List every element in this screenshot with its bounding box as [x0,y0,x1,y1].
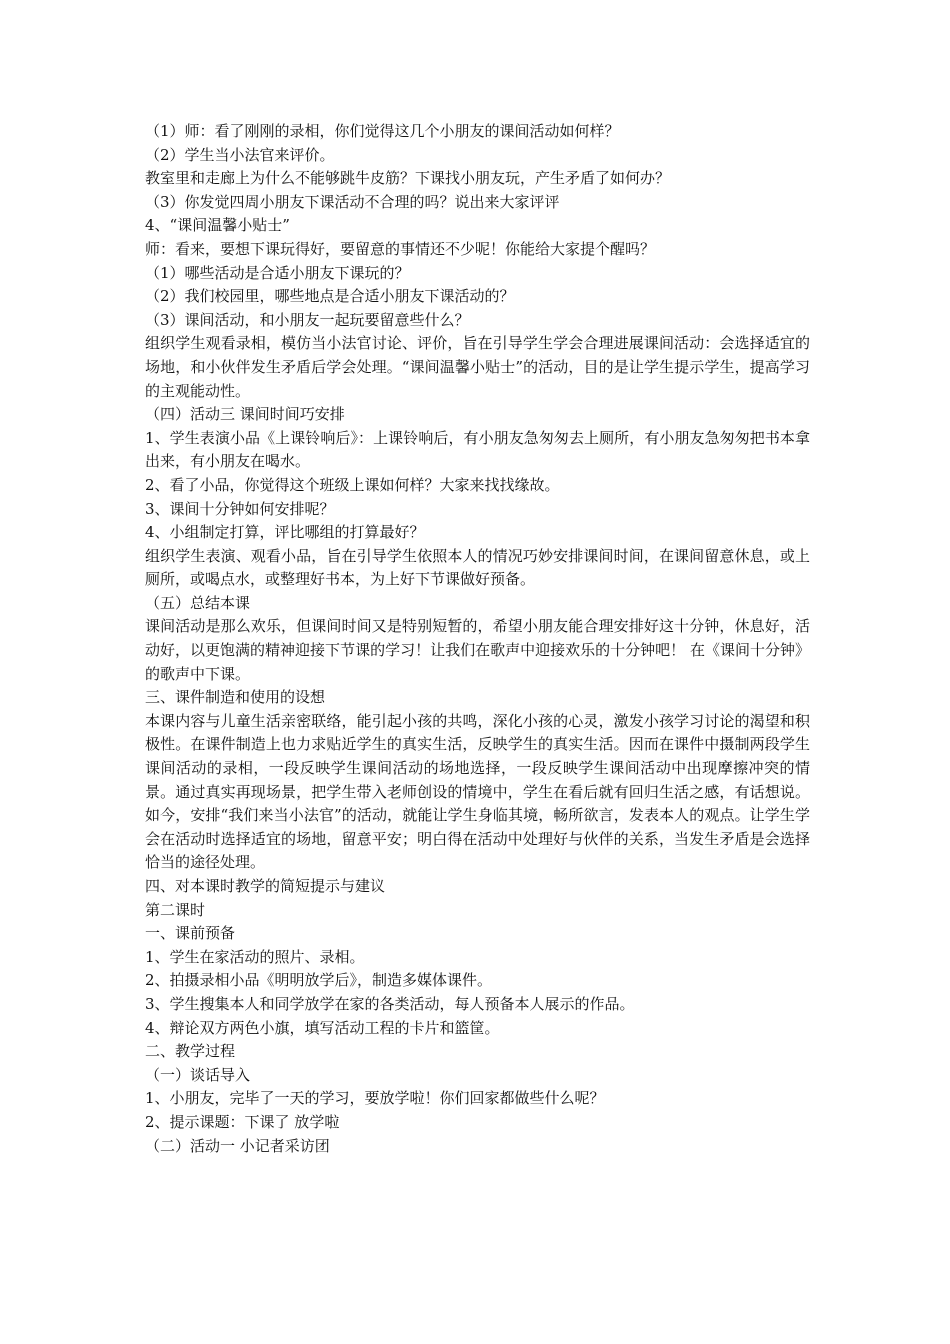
section-heading: 二、教学过程 [145,1042,236,1061]
paragraph: 组织学生表演、观看小品，旨在引导学生依照本人的情况巧妙安排课间时间，在课间留意休息，或上厕所，或喝点水，或整理好书本，为上好下节课做好预备。 [145,546,810,589]
section-heading: 三、课件制造和使用的设想 [145,688,326,707]
section-heading: 第二课时 [145,900,206,919]
section-heading: （一）谈话导入 [145,1065,251,1084]
paragraph: （3）你发觉四周小朋友下课活动不合理的吗？说出来大家评评 [145,192,560,211]
paragraph: 2、看了小品，你觉得这个班级上课如何样？大家来找找缘故。 [145,475,560,494]
paragraph: 1、学生表演小品《上课铃响后》：上课铃响后，有小朋友急匆匆去上厕所，有小朋友急匆匆把书本拿出来，有小朋友在喝水。 [145,428,810,471]
section-heading: 四、对本课时教学的简短提示与建议 [145,877,386,895]
paragraph: 3、课间十分钟如何安排呢？ [145,499,335,518]
paragraph: 课间活动是那么欢乐，但课间时间又是特别短暂的，希望小朋友能合理安排好这十分钟，休息好，活动好，以更饱满的精神迎接下节课的学习！让我们在歌声中迎接欢乐的十分钟吧！ 在《课间十分钟》的歌声中下课。 [145,617,810,683]
paragraph: 3、学生搜集本人和同学放学在家的各类活动，每人预备本人展示的作品。 [145,994,635,1013]
paragraph: 2、提示课题：下课了 放学啦 [145,1112,340,1131]
paragraph: 4、“课间温馨小贴士” [145,216,290,235]
paragraph: 4、小组制定打算，评比哪组的打算最好？ [145,523,425,542]
document-page [145,120,810,1158]
section-heading: 一、课前预备 [145,924,236,943]
section-heading: （四）活动三 课间时间巧安排 [145,405,345,424]
paragraph: 1、小朋友，完毕了一天的学习，要放学啦！你们回家都做些什么呢？ [145,1089,605,1108]
paragraph: 本课内容与儿童生活亲密联络，能引起小孩的共鸣，深化小孩的心灵，激发小孩学习讨论的渴望和积极性。在课件制造上也力求贴近学生的真实生活，反映学生的真实生活。因而在课件中摄制两段学生课间活动的录相，一段反映学生课间活动的场地选择，一段反映学生课间活动中出现摩擦冲突的情景。通过真实再现场景，把学生带入老师创设的情境中，学生在看后就有回归生活之感，有话想说。如今，安排“我们来当小法官”的活动，就能让学生身临其境，畅所欲言，发表本人的观点。让学生学会在活动时选择适宜的场地，留意平安；明白得在活动中处理好与伙伴的关系，当发生矛盾是会选择恰当的途径处理。 [145,711,810,872]
paragraph: 1、学生在家活动的照片、录相。 [145,947,365,966]
paragraph: （3）课间活动，和小朋友一起玩要留意些什么？ [145,310,470,329]
paragraph: 师：看来，要想下课玩得好，要留意的事情还不少呢！你能给大家提个醒吗？ [145,239,656,258]
paragraph: （1）师：看了刚刚的录相，你们觉得这几个小朋友的课间活动如何样？ [145,122,620,140]
paragraph: 2、拍摄录相小品《明明放学后》，制造多媒体课件。 [145,971,493,990]
paragraph: 4、辩论双方两色小旗，填写活动工程的卡片和篮筐。 [145,1018,500,1037]
paragraph: 组织学生观看录相，模仿当小法官讨论、评价，旨在引导学生学会合理进展课间活动：会选择适宜的场地，和小伙伴发生矛盾后学会处理。“课间温馨小贴士”的活动，目的是让学生提示学生，提高学习的主观能动性。 [145,334,810,400]
section-heading: （五）总结本课 [145,593,251,612]
section-heading: （二）活动一 小记者采访团 [145,1136,330,1155]
paragraph: （2）学生当小法官来评价。 [145,145,335,164]
paragraph: （2）我们校园里，哪些地点是合适小朋友下课活动的？ [145,287,515,306]
paragraph: 教室里和走廊上为什么不能够跳牛皮筋？下课找小朋友玩，产生矛盾了如何办？ [145,169,671,188]
paragraph: （1）哪些活动是合适小朋友下课玩的？ [145,263,410,282]
